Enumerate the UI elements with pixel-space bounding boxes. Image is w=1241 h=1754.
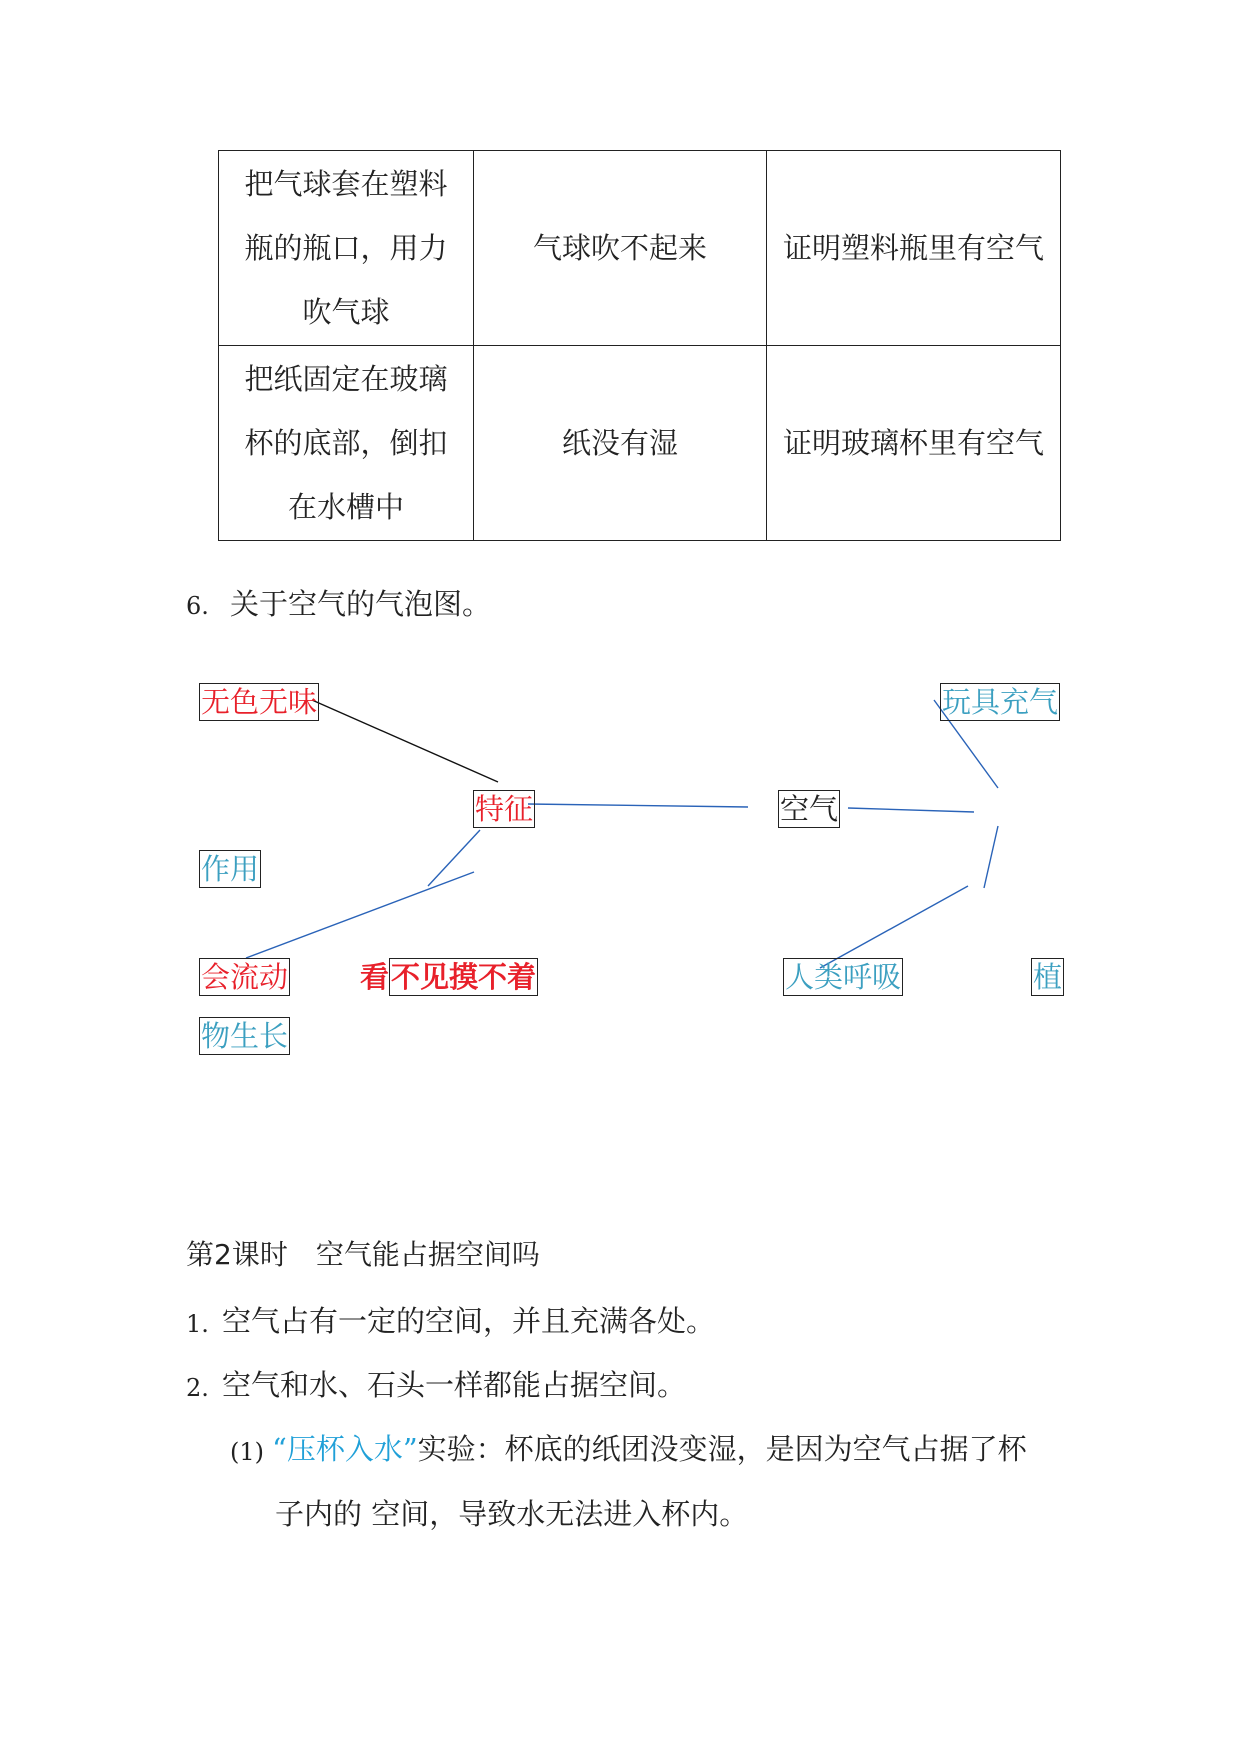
paragraph: 空气占有一定的空间，并且充满各处。 bbox=[222, 1304, 716, 1338]
bubble-node: 玩具充气 bbox=[942, 685, 1059, 719]
connector-line bbox=[820, 886, 968, 968]
experiment-name: “压杯入水” bbox=[272, 1432, 418, 1466]
bubble-node: 人类呼吸 bbox=[785, 960, 902, 994]
bubble-node: 无色无味 bbox=[201, 685, 318, 719]
item-number: 1. bbox=[186, 1310, 209, 1338]
connector-line bbox=[848, 808, 974, 812]
table-cell-conclusion: 证明玻璃杯里有空气 bbox=[767, 346, 1061, 541]
connector-line bbox=[428, 830, 480, 886]
connector-line bbox=[246, 872, 474, 958]
question-number: 6. bbox=[186, 592, 209, 620]
bubble-node: 会流动 bbox=[201, 960, 289, 994]
bubble-node: 植 bbox=[1033, 960, 1063, 994]
connector-line bbox=[528, 804, 748, 807]
bubble-node: 物生长 bbox=[201, 1019, 289, 1053]
bubble-center-node: 空气 bbox=[780, 792, 839, 826]
table-cell-phenomenon: 气球吹不起来 bbox=[474, 151, 767, 346]
sub-paragraph-text: 实验：杯底的纸团没变湿，是因为空气占据了杯 bbox=[417, 1432, 1027, 1466]
bubble-node: 不见摸不着 bbox=[391, 960, 537, 994]
question-text: 关于空气的气泡图。 bbox=[230, 587, 492, 621]
sub-paragraph bbox=[272, 1431, 1027, 1467]
bubble-node: 作用 bbox=[201, 852, 260, 886]
bubble-node-prefix: 看 bbox=[360, 960, 390, 994]
sub-item-number: (1) bbox=[230, 1438, 264, 1466]
connector-line bbox=[312, 700, 498, 782]
item-number: 2. bbox=[186, 1374, 209, 1402]
table-cell-method: 把气球套在塑料瓶的瓶口，用力吹气球 bbox=[219, 151, 474, 346]
paragraph: 空气和水、石头一样都能占据空间。 bbox=[222, 1368, 687, 1402]
connector-line bbox=[984, 826, 998, 888]
bubble-node: 特征 bbox=[475, 792, 534, 826]
table-cell-method: 把纸固定在玻璃杯的底部，倒扣在水槽中 bbox=[219, 346, 474, 541]
table-cell-conclusion: 证明塑料瓶里有空气 bbox=[767, 151, 1061, 346]
lesson-title: 第2课时 空气能占据空间吗 bbox=[186, 1238, 540, 1271]
sub-paragraph-continued: 子内的 空间，导致水无法进入杯内。 bbox=[275, 1497, 749, 1531]
table-cell-phenomenon: 纸没有湿 bbox=[474, 346, 767, 541]
